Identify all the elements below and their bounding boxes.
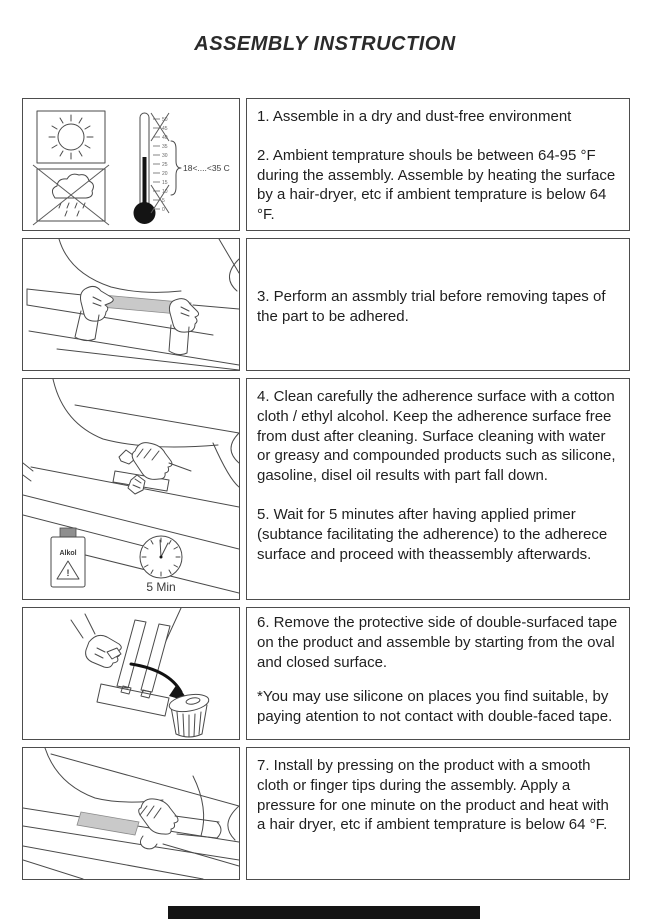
svg-text:40: 40: [162, 135, 168, 141]
svg-text:35: 35: [162, 144, 168, 150]
warning-exclamation: !: [66, 568, 70, 578]
instruction-paragraph: 4. Clean carefully the adherence surface with a cotton cloth / ethyl alcohol. Keep the adherence surface free from dust after cleaning. Surface cleaning with water or greasy and compounded products such as silicone, gasoline, disel oil results with part fall down.: [257, 388, 616, 485]
tape-trial-illustration: [23, 239, 239, 370]
sun-icon: [37, 111, 105, 163]
clock-caption: 5 Min: [146, 580, 176, 594]
instruction-paragraph: 5. Wait for 5 minutes after having applied primer (subtance facilitating the adherence) to the adherece surface and proceed with theassembly afterwards.: [257, 505, 608, 563]
instruction-row-2: [22, 238, 630, 371]
instruction-row-3: [22, 378, 630, 600]
instruction-paragraph: 3. Perform an assmbly trial before removing tapes of the part to be adhered.: [257, 288, 606, 325]
svg-text:45: 45: [162, 126, 168, 132]
temperature-range-label: 18<....<35 C: [183, 163, 230, 173]
bottom-bar: [168, 906, 480, 919]
svg-text:0: 0: [162, 207, 165, 213]
svg-text:50: 50: [162, 117, 168, 123]
no-rain-icon: [33, 165, 109, 225]
thermometer-icon: [134, 113, 230, 224]
alcohol-bottle-icon: [51, 528, 85, 587]
instruction-text-panel-3: [246, 378, 630, 600]
protective-film-strips: [117, 620, 170, 692]
tape-disposal-illustration: [23, 608, 239, 739]
instruction-row-1: [22, 98, 630, 231]
svg-text:30: 30: [162, 153, 168, 159]
clock-icon: [140, 536, 182, 594]
bottle-label: Alkol: [59, 550, 77, 557]
left-hand-sketch: [75, 286, 113, 340]
instruction-row-5: [22, 747, 630, 880]
instruction-text-panel-5: [246, 747, 630, 880]
tape-strip: [77, 812, 139, 835]
svg-text:5: 5: [162, 198, 165, 204]
brace-icon: [171, 141, 181, 195]
pressing-hand-sketch: [139, 799, 221, 849]
press-install-illustration: [23, 748, 239, 879]
peeling-hand-sketch: [71, 614, 121, 668]
clean-surface-illustration: [23, 379, 239, 599]
right-hand-sketch: [169, 299, 199, 355]
trash-can-icon: [168, 692, 210, 737]
illustration-press-install-panel: [22, 747, 240, 880]
instruction-text-panel-2: [246, 238, 630, 371]
instruction-paragraph: *You may use silicone on places you find suitable, by paying atention to not contact with double-faced tape.: [257, 688, 613, 726]
illustration-environment-panel: [22, 98, 240, 231]
instruction-row-4: [22, 607, 630, 740]
environment-temperature-illustration: [23, 99, 239, 230]
page-title: ASSEMBLY INSTRUCTION: [194, 33, 456, 55]
car-sill-sketch: [23, 748, 239, 879]
svg-text:25: 25: [162, 162, 168, 168]
instruction-table: [0, 58, 650, 880]
product-part-sketch: [97, 684, 169, 716]
svg-text:10: 10: [162, 189, 168, 195]
svg-text:20: 20: [162, 171, 168, 177]
instruction-text-panel-4: [246, 607, 630, 740]
illustration-cleaning-panel: [22, 378, 240, 600]
instruction-paragraph: 2. Ambient temprature shouls be between 64-95 °F during the assembly. Assemble by heating the surface by a hair-dryer, etc if ambient temprature is below 64 °F.: [257, 146, 616, 224]
svg-text:15: 15: [162, 180, 168, 186]
illustration-tape-trial-panel: [22, 238, 240, 371]
instruction-text-panel-1: [246, 98, 630, 231]
illustration-tape-disposal-panel: [22, 607, 240, 740]
instruction-paragraph: 6. Remove the protective side of double-surfaced tape on the product and assemble by starting from the oval and closed surface.: [257, 614, 618, 671]
instruction-paragraph: 1. Assemble in a dry and dust-free environment: [257, 108, 572, 125]
instruction-paragraph: 7. Install by pressing on the product with a smooth cloth or finger tips during the assembly. Apply a pressure for one minute on the product and heat with a hair dryer, etc if ambient temprature is below 64 °F.: [257, 757, 609, 834]
